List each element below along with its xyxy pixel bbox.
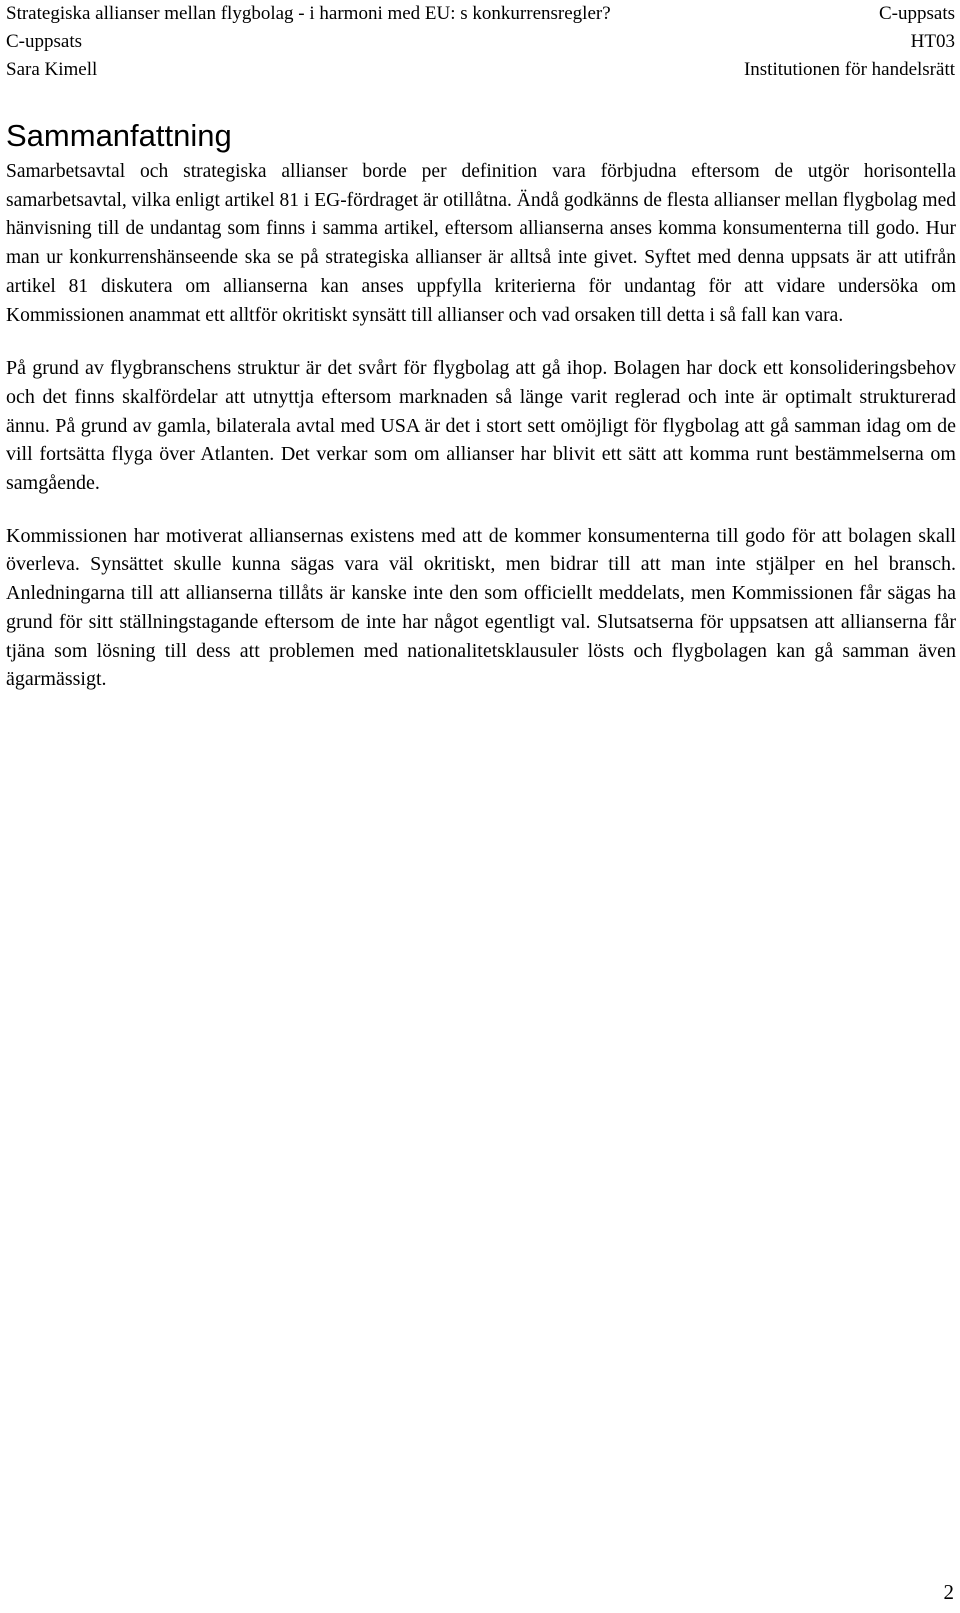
paragraph: Samarbetsavtal och strategiska allianser borde per definition vara förbjudna eftersom de utgör horisontella samarbetsavtal, vilka enligt artikel 81 i EG-fördraget är otillåtna. Ändå godkänns de flesta allianser mellan flygbolag med hänvisning till de undantag som finns i samma artikel, eftersom allianserna anses komma konsumenterna till godo. Hur man ur konkurrenshänseende ska se på strategiska allianser är alltså inte givet. Syftet med denna uppsats är att utifrån artikel 81 diskutera om allianserna kan anses uppfylla kriterierna för undantag för att vidare undersöka om Kommissionen anammat ett alltför okritiskt synsätt till allianser och vad orsaken till detta i så fall kan vara. [6, 161, 956, 326]
document-type: C-uppsats [879, 3, 955, 24]
paragraph: På grund av flygbranschens struktur är det svårt för flygbolag att gå ihop. Bolagen har dock ett konsolideringsbehov och det finns skalfördelar att utnyttja eftersom marknaden så länge varit reglerad och inte är optimalt strukturerad ännu. På grund av gamla, bilaterala avtal med USA är det i stort sett omöjligt för flygbolag att gå samman idag om de vill fortsätta flyga över Atlanten. Det verkar som om allianser har blivit ett sätt att komma runt bestämmelserna om samgående. [6, 357, 956, 495]
header-row [6, 56, 955, 84]
header-row [6, 28, 955, 56]
paragraph: Kommissionen har motiverat alliansernas existens med att de kommer konsumenterna till godo för att bolagen skall överleva. Synsättet skulle kunna sägas vara väl okritiskt, men bidrar till att man inte stjälper en hel bransch. Anledningarna till att allianserna tillåts är kanske inte den som officiellt meddelats, men Kommissionen får sägas ha grund för sitt ställningstagande eftersom de inte har något egentligt val. Slutsatserna för uppsatsen att allianserna får tjäna som lösning till dess att problemen med nationalitetsklausuler lösts och flygbolagen kan gå samman även ägarmässigt. [6, 524, 956, 691]
document-body [6, 158, 956, 718]
semester: HT03 [910, 31, 955, 52]
document-type-label: C-uppsats [6, 31, 82, 52]
department: Institutionen för handelsrätt [743, 59, 955, 80]
page-header [6, 0, 955, 84]
author: Sara Kimell [6, 59, 98, 80]
header-row [6, 0, 955, 28]
document-title: Strategiska allianser mellan flygbolag - i harmoni med EU: s konkurrensregler? [6, 3, 611, 24]
section-heading: Sammanfattning [6, 118, 232, 153]
page-number: 2 [943, 1580, 954, 1604]
